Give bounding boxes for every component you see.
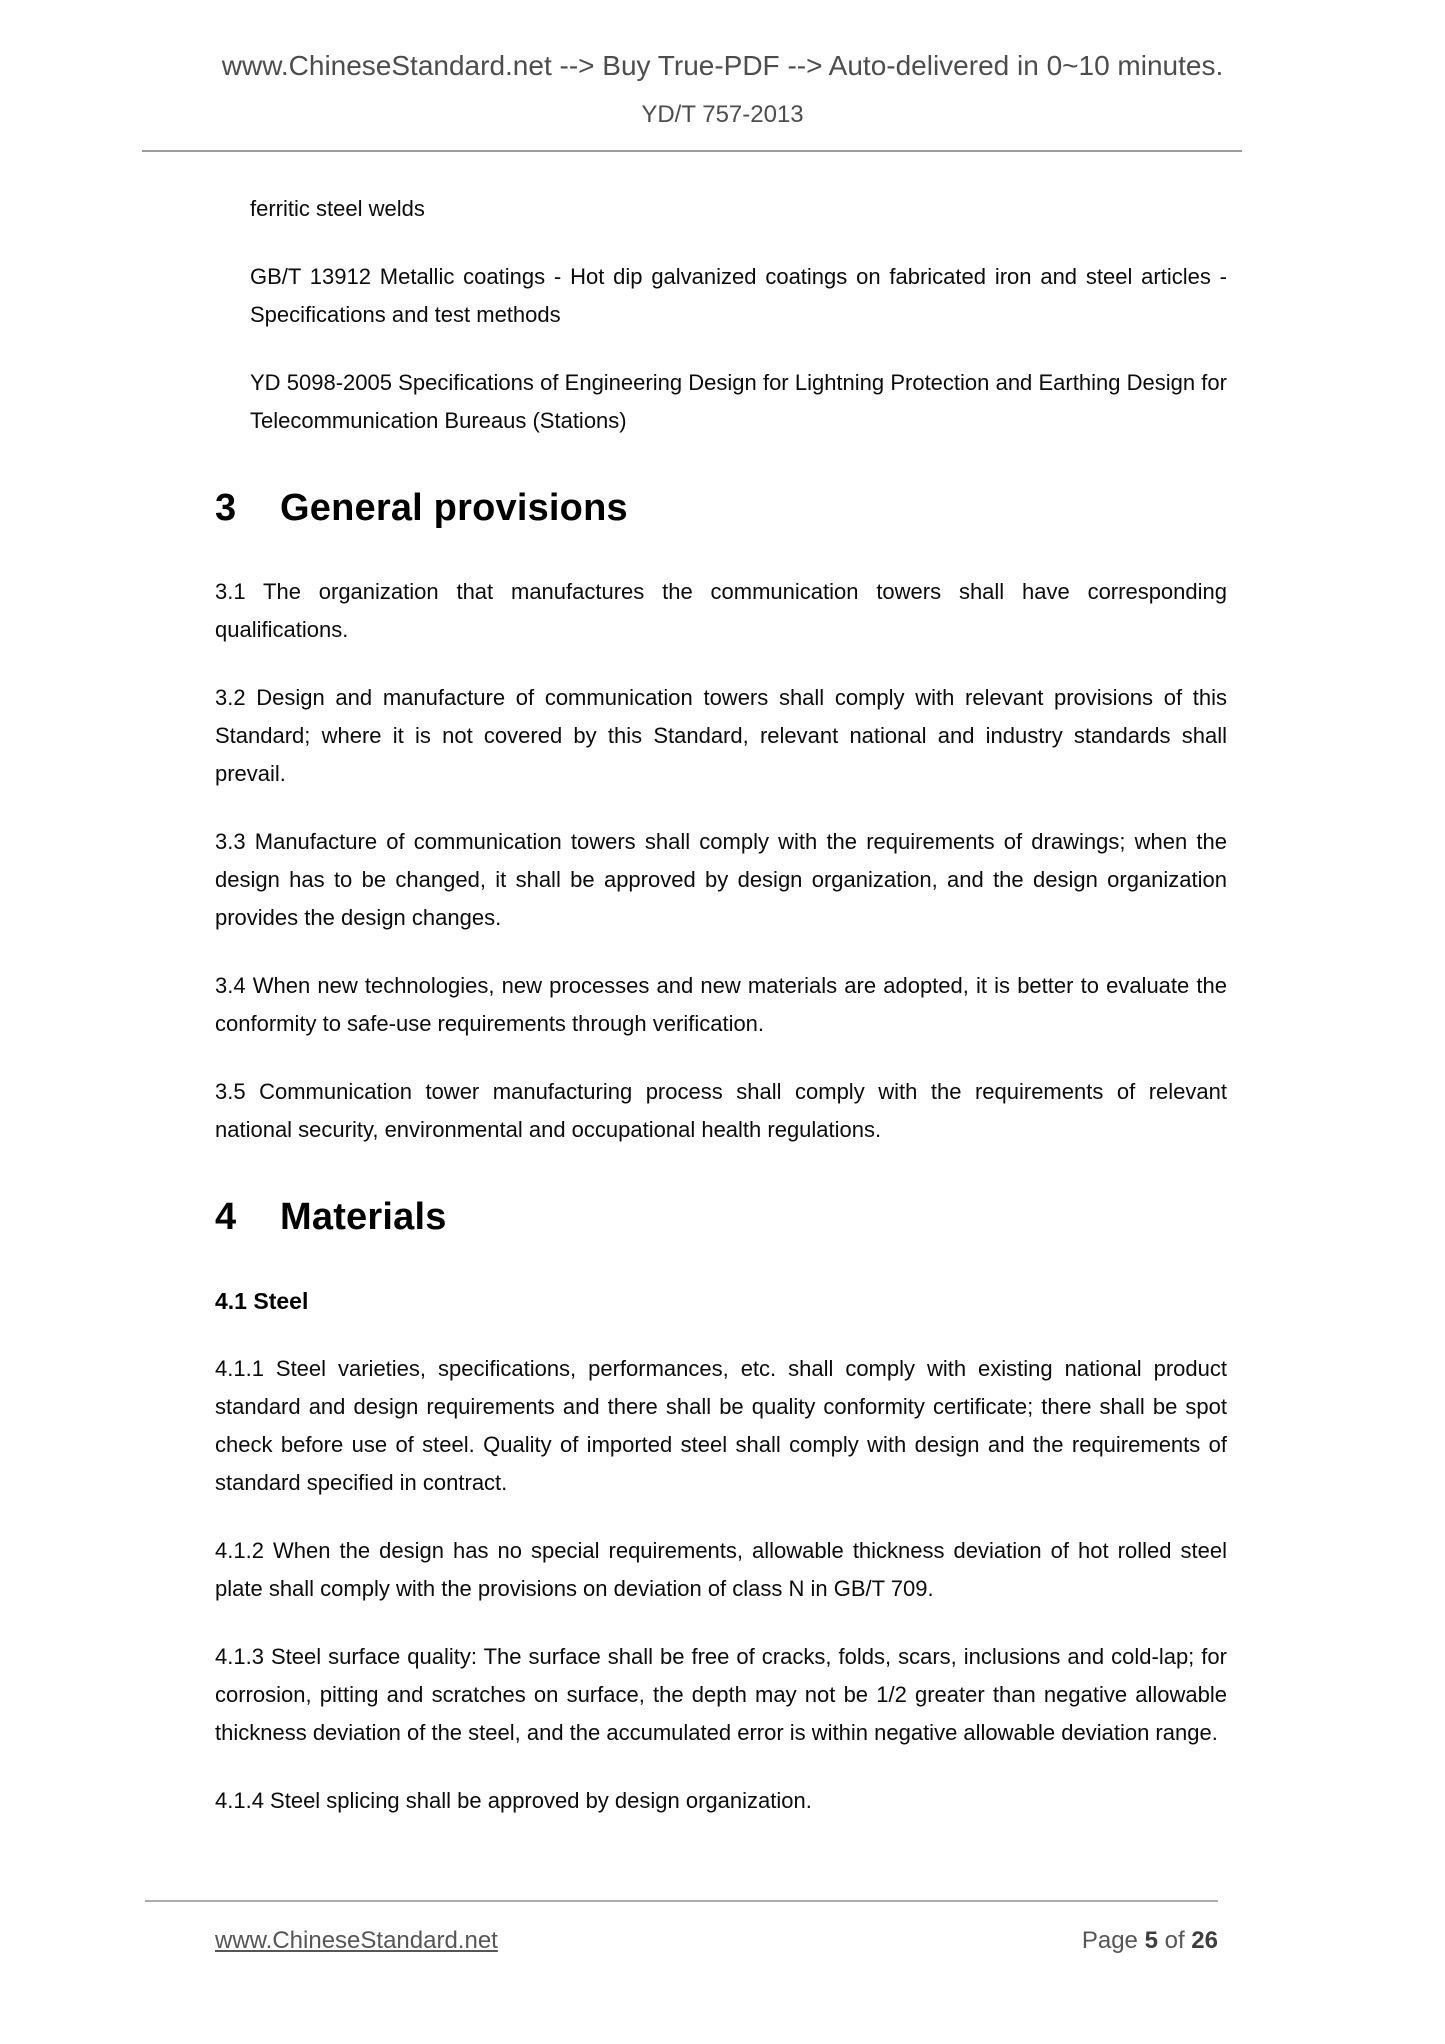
- paragraph: 4.1.4 Steel splicing shall be approved by design organization.: [215, 1788, 812, 1813]
- section-title: General provisions: [280, 487, 628, 529]
- paragraph: 4.1.3 Steel surface quality: The surface shall be free of cracks, folds, scars, inclusions and cold-lap; for corrosion, pitting and scratches on surface, the depth may not be 1/2 greater than negative allowable thickness deviation of the steel, and the accumulated error is within negative allowable deviation range.: [215, 1644, 1227, 1745]
- doc-code: YD/T 757-2013: [641, 101, 804, 128]
- page-label: Page: [1081, 1927, 1138, 1954]
- page-total: 26: [1191, 1927, 1218, 1954]
- page-header: [0, 0, 1445, 130]
- page-indicator: [1082, 1926, 1218, 1956]
- footer-link[interactable]: www.ChineseStandard.net: [215, 1927, 498, 1954]
- paragraph: 3.2 Design and manufacture of communication towers shall comply with relevant provisions of this Standard; where it is not covered by this Standard, relevant national and industry standards shall prevail.: [215, 685, 1227, 786]
- subsection-heading-steel: 4.1 Steel: [215, 1288, 309, 1314]
- page-footer: [145, 1900, 1218, 1956]
- paragraph: 3.3 Manufacture of communication towers shall comply with the requirements of drawings; when the design has to be changed, it shall be approved by design organization, and the design organization provides the design changes.: [215, 829, 1227, 930]
- paragraph: 3.1 The organization that manufactures the communication towers shall have corresponding qualifications.: [215, 579, 1227, 642]
- section-number: 3: [215, 487, 237, 529]
- section-heading-general-provisions: [215, 485, 1227, 531]
- paragraph: 3.5 Communication tower manufacturing process shall comply with the requirements of relevant national security, environmental and occupational health regulations.: [215, 1079, 1227, 1142]
- page-number: 5: [1144, 1927, 1158, 1954]
- reference-item: YD 5098-2005 Specifications of Engineering Design for Lightning Protection and Earthing Design for Telecommunication Bureaus (Stations): [250, 370, 1227, 433]
- reference-item: GB/T 13912 Metallic coatings - Hot dip galvanized coatings on fabricated iron and steel articles - Specifications and test methods: [250, 264, 1227, 327]
- reference-item: ferritic steel welds: [250, 196, 425, 221]
- section-number: 4: [215, 1196, 237, 1238]
- section-title: Materials: [280, 1196, 447, 1238]
- document-body: [215, 190, 1227, 1820]
- paragraph: 4.1.2 When the design has no special requirements, allowable thickness deviation of hot rolled steel plate shall comply with the provisions on deviation of class N in GB/T 709.: [215, 1538, 1227, 1601]
- header-url-line: www.ChineseStandard.net --> Buy True-PDF --> Auto-delivered in 0~10 minutes.: [221, 50, 1224, 81]
- paragraph: 4.1.1 Steel varieties, specifications, performances, etc. shall comply with existing national product standard and design requirements and there shall be quality conformity certificate; there shall be spot check before use of steel. Quality of imported steel shall comply with design and the requirements of standard specified in contract.: [215, 1356, 1227, 1495]
- section-heading-materials: [215, 1194, 1227, 1240]
- of-label: of: [1164, 1927, 1185, 1954]
- paragraph: 3.4 When new technologies, new processes and new materials are adopted, it is better to evaluate the conformity to safe-use requirements through verification.: [215, 973, 1227, 1036]
- header-divider: [142, 150, 1242, 152]
